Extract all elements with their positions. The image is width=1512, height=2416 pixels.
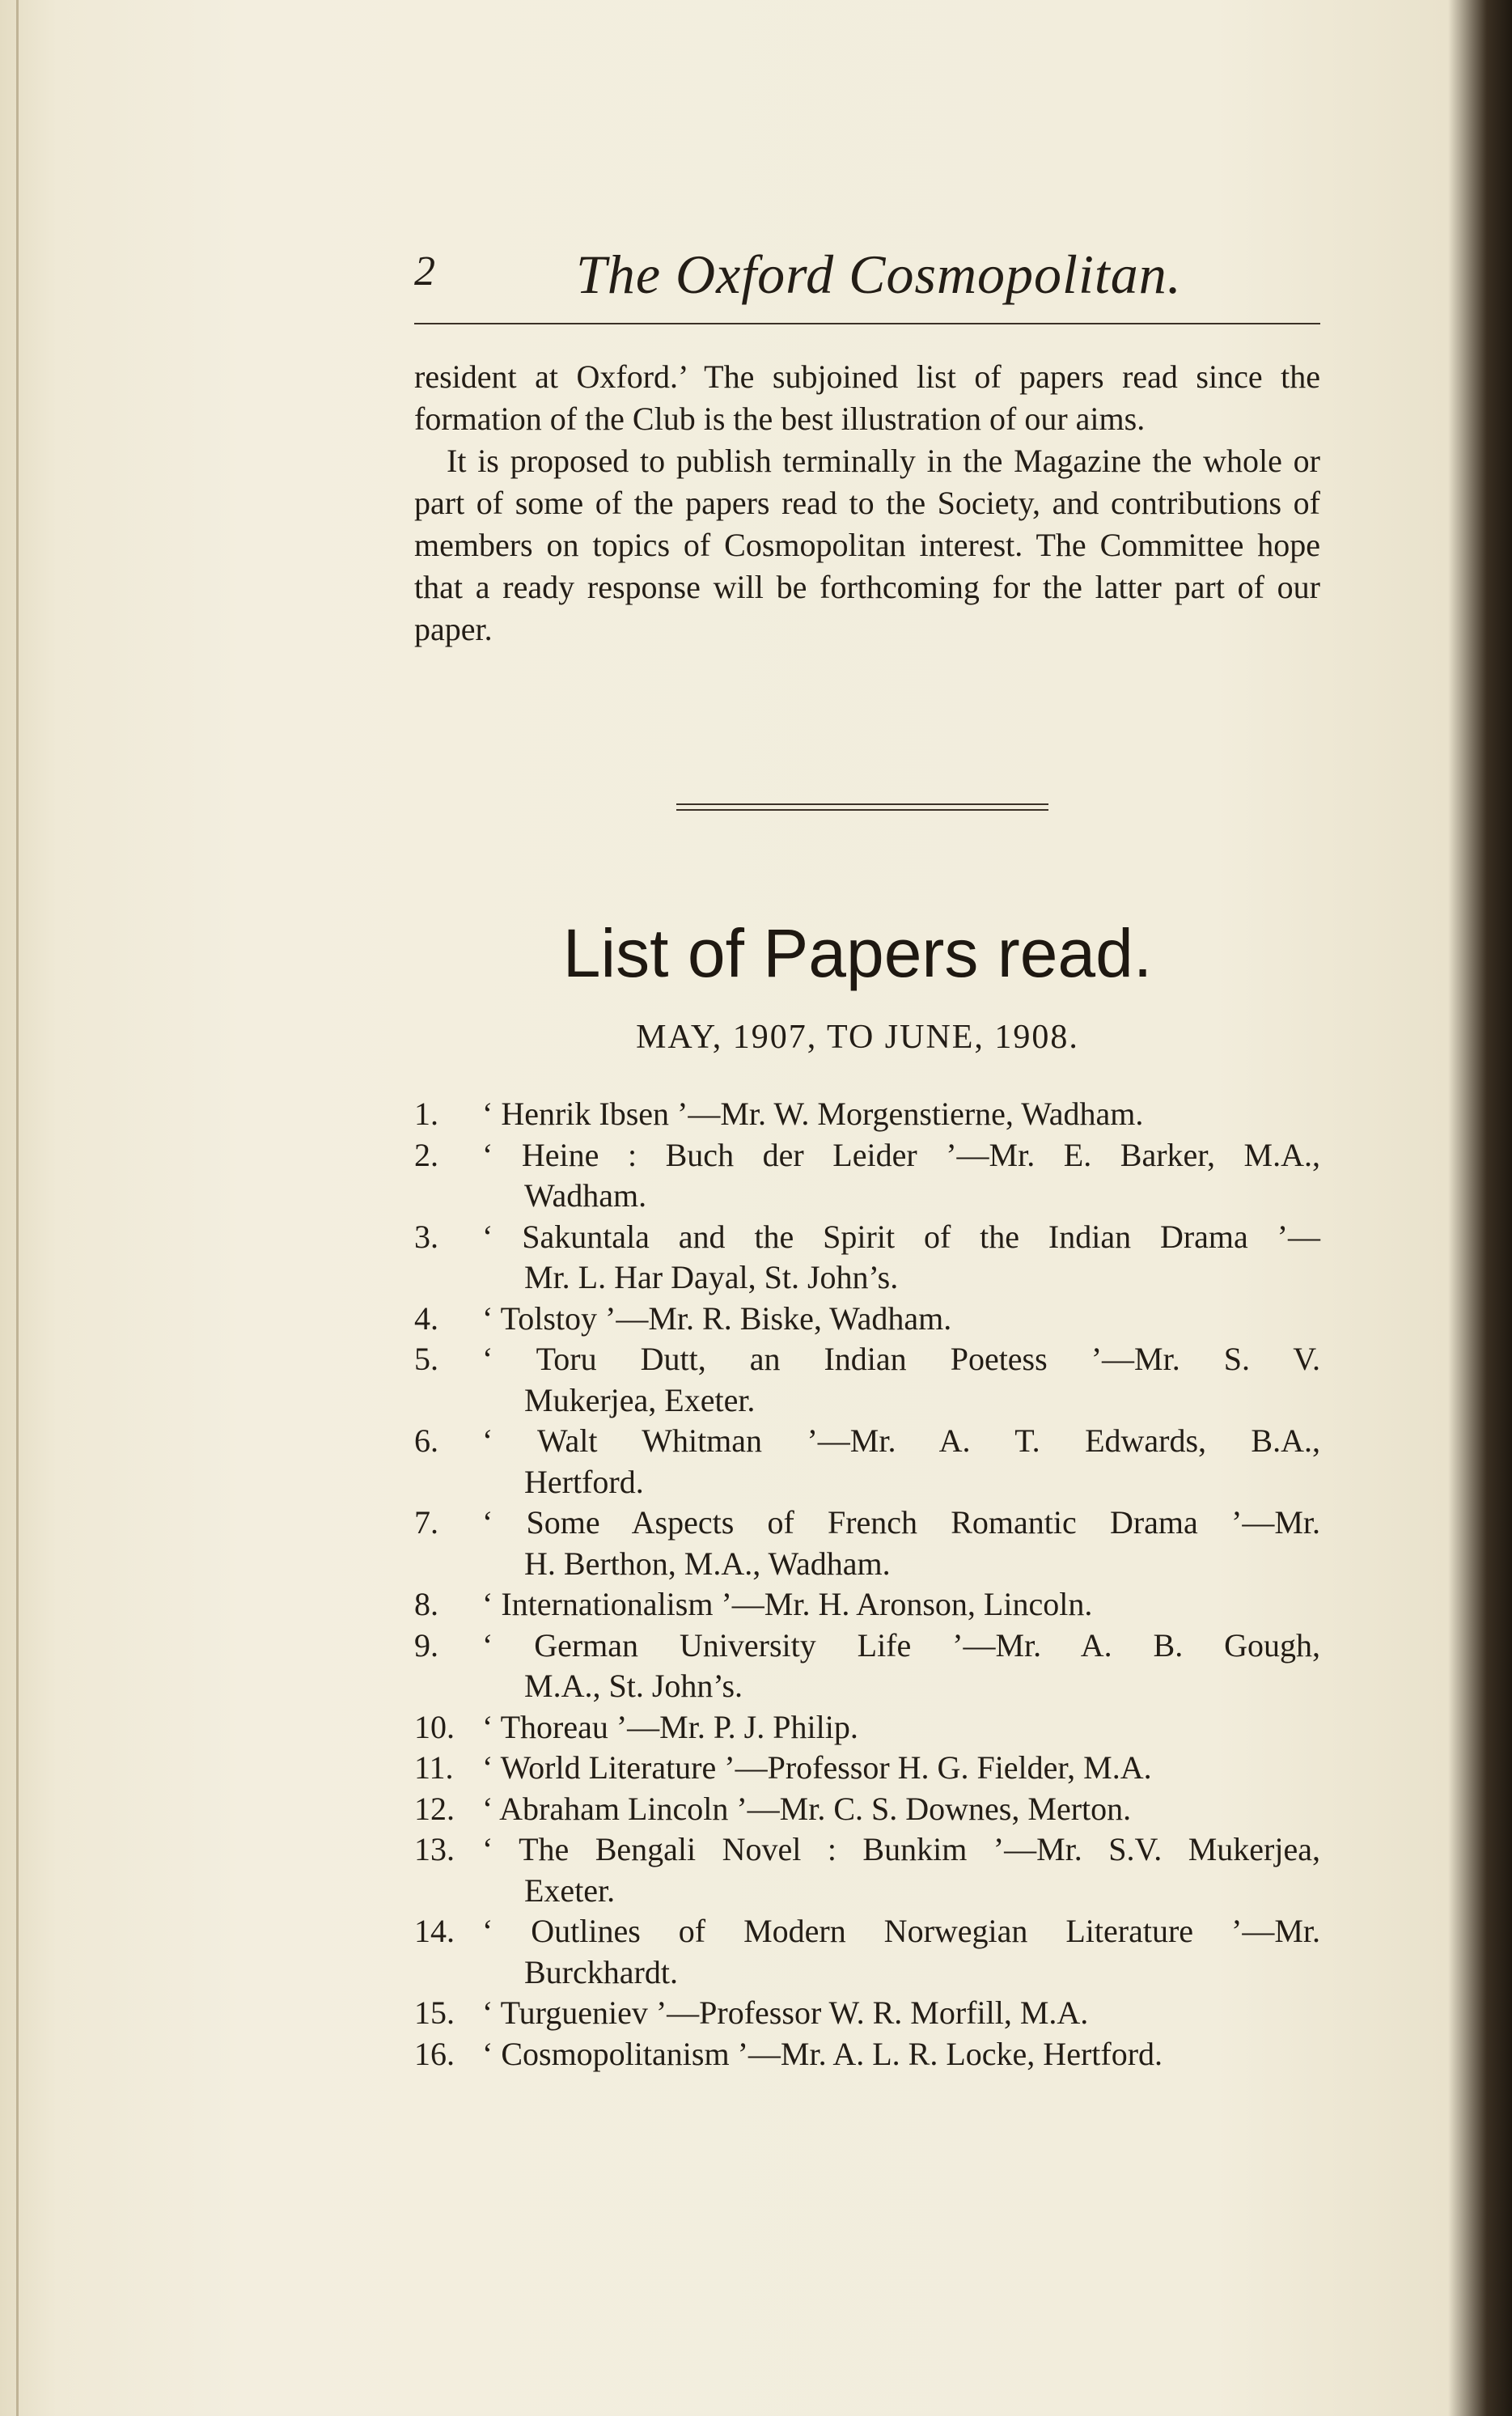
paper-title-line: ‘ Abraham Lincoln ’—Mr. C. S. Downes, Merton. bbox=[482, 1790, 1132, 1827]
paper-number: 1. bbox=[414, 1096, 438, 1132]
intro-text bbox=[414, 356, 1320, 651]
paper-title-line: ‘ Turgueniev ’—Professor W. R. Morfill, M.A. bbox=[482, 1994, 1089, 2031]
list-item bbox=[414, 1421, 1320, 1503]
paper-entry bbox=[482, 1584, 1320, 1626]
section-title: List of Papers read. bbox=[562, 915, 1153, 991]
list-item bbox=[414, 1584, 1320, 1626]
intro-paragraph: resident at Oxford.’ The subjoined list of papers read since the formation of the Club is the best illustration of our aims. bbox=[414, 358, 1320, 437]
paper-continuation-line: Mr. L. Har Dayal, St. John’s. bbox=[524, 1259, 899, 1295]
paper-entry bbox=[482, 1626, 1320, 1707]
paper-number: 9. bbox=[414, 1626, 438, 1664]
page-number: 2 bbox=[414, 248, 435, 295]
list-item bbox=[414, 1135, 1320, 1217]
date-range: MAY, 1907, TO JUNE, 1908. bbox=[636, 1019, 1079, 1056]
paper-title-line: ‘ The Bengali Novel : Bunkim ’—Mr. S.V. Mukerjea, bbox=[482, 1831, 1320, 1867]
paper-title-line: ‘ Tolstoy ’—Mr. R. Biske, Wadham. bbox=[482, 1299, 952, 1337]
paper-number: 6. bbox=[414, 1422, 438, 1459]
paper-title-line: ‘ Sakuntala and the Spirit of the Indian Drama ’— bbox=[482, 1218, 1320, 1255]
paper-entry bbox=[482, 1829, 1320, 1911]
list-item bbox=[414, 1748, 1320, 1789]
paper-continuation-line: Wadham. bbox=[524, 1177, 647, 1214]
paper-entry bbox=[482, 1503, 1320, 1584]
list-item bbox=[414, 2034, 1320, 2075]
paper-number: 10. bbox=[414, 1708, 455, 1745]
paper-title-line: ‘ Henrik Ibsen ’—Mr. W. Morgenstierne, Wadham. bbox=[482, 1096, 1144, 1132]
paper-entry bbox=[482, 2034, 1320, 2075]
paper-title-line: ‘ Toru Dutt, an Indian Poetess ’—Mr. S. V. bbox=[482, 1341, 1320, 1377]
list-item bbox=[414, 1217, 1320, 1299]
section-divider bbox=[676, 803, 1048, 812]
paper-title-line: ‘ World Literature ’—Professor H. G. Fielder, M.A. bbox=[482, 1749, 1152, 1786]
paper-entry bbox=[482, 1339, 1320, 1421]
paper-number: 3. bbox=[414, 1218, 438, 1255]
paper-continuation-line: Burckhardt. bbox=[524, 1953, 678, 1990]
paper-title-line: ‘ Internationalism ’—Mr. H. Aronson, Lincoln. bbox=[482, 1586, 1093, 1622]
paper-entry bbox=[482, 1748, 1320, 1789]
intro-paragraph: It is proposed to publish terminally in the Magazine the whole or part of some of the papers read to the Society, and contributions of members on topics of Cosmopolitan interest. The Committee hope that a ready response will be forthcoming for the latter part of our paper. bbox=[414, 443, 1320, 647]
list-item bbox=[414, 1829, 1320, 1911]
paper-title-line: ‘ Some Aspects of French Romantic Drama ’—Mr. bbox=[482, 1504, 1320, 1541]
paper-number: 13. bbox=[414, 1831, 455, 1867]
list-item bbox=[414, 1707, 1320, 1748]
paper-number: 2. bbox=[414, 1136, 438, 1173]
list-item bbox=[414, 1503, 1320, 1584]
paper-entry bbox=[482, 1094, 1320, 1135]
paper-title-line: ‘ Outlines of Modern Norwegian Literature ’—Mr. bbox=[482, 1913, 1320, 1949]
paper-entry bbox=[482, 1217, 1320, 1299]
running-head bbox=[414, 243, 1320, 316]
header-rule bbox=[414, 323, 1320, 324]
paper-number: 15. bbox=[414, 1994, 455, 2031]
list-item bbox=[414, 1339, 1320, 1421]
paper-entry bbox=[482, 1911, 1320, 1993]
paper-title-line: ‘ Heine : Buch der Leider ’—Mr. E. Barker, M.A., bbox=[482, 1136, 1320, 1173]
binding-edge bbox=[16, 0, 19, 2416]
list-item bbox=[414, 1626, 1320, 1707]
paper-number: 5. bbox=[414, 1341, 438, 1377]
paper-continuation-line: M.A., St. John’s. bbox=[524, 1668, 743, 1704]
paper-title-line: ‘ Walt Whitman ’—Mr. A. T. Edwards, B.A., bbox=[482, 1422, 1320, 1459]
paper-number: 4. bbox=[414, 1299, 438, 1337]
paper-number: 7. bbox=[414, 1504, 438, 1541]
paper-entry bbox=[482, 1299, 1320, 1340]
paper-entry bbox=[482, 1789, 1320, 1830]
paper-entry bbox=[482, 1421, 1320, 1503]
paper-entry bbox=[482, 1135, 1320, 1217]
paper-title-line: ‘ Cosmopolitanism ’—Mr. A. L. R. Locke, Hertford. bbox=[482, 2035, 1163, 2072]
paper-continuation-line: Exeter. bbox=[524, 1871, 616, 1909]
paper-number: 11. bbox=[414, 1749, 454, 1786]
list-item bbox=[414, 1094, 1320, 1135]
paper-entry bbox=[482, 1707, 1320, 1748]
paper-continuation-line: Hertford. bbox=[524, 1463, 644, 1500]
paper-title-line: ‘ Thoreau ’—Mr. P. J. Philip. bbox=[482, 1708, 858, 1745]
list-item bbox=[414, 1789, 1320, 1830]
papers-list bbox=[414, 1094, 1320, 2075]
paper-entry bbox=[482, 1993, 1320, 2034]
paper-number: 14. bbox=[414, 1913, 455, 1949]
paper-number: 8. bbox=[414, 1586, 438, 1622]
paper-number: 16. bbox=[414, 2035, 455, 2072]
paper-title-line: ‘ German University Life ’—Mr. A. B. Gough, bbox=[482, 1626, 1320, 1664]
journal-title: The Oxford Cosmopolitan. bbox=[576, 244, 1182, 305]
paper-continuation-line: H. Berthon, M.A., Wadham. bbox=[524, 1545, 891, 1582]
paper-continuation-line: Mukerjea, Exeter. bbox=[524, 1381, 756, 1418]
list-item bbox=[414, 1299, 1320, 1340]
paper-number: 12. bbox=[414, 1790, 455, 1827]
list-item bbox=[414, 1911, 1320, 1993]
list-item bbox=[414, 1993, 1320, 2034]
